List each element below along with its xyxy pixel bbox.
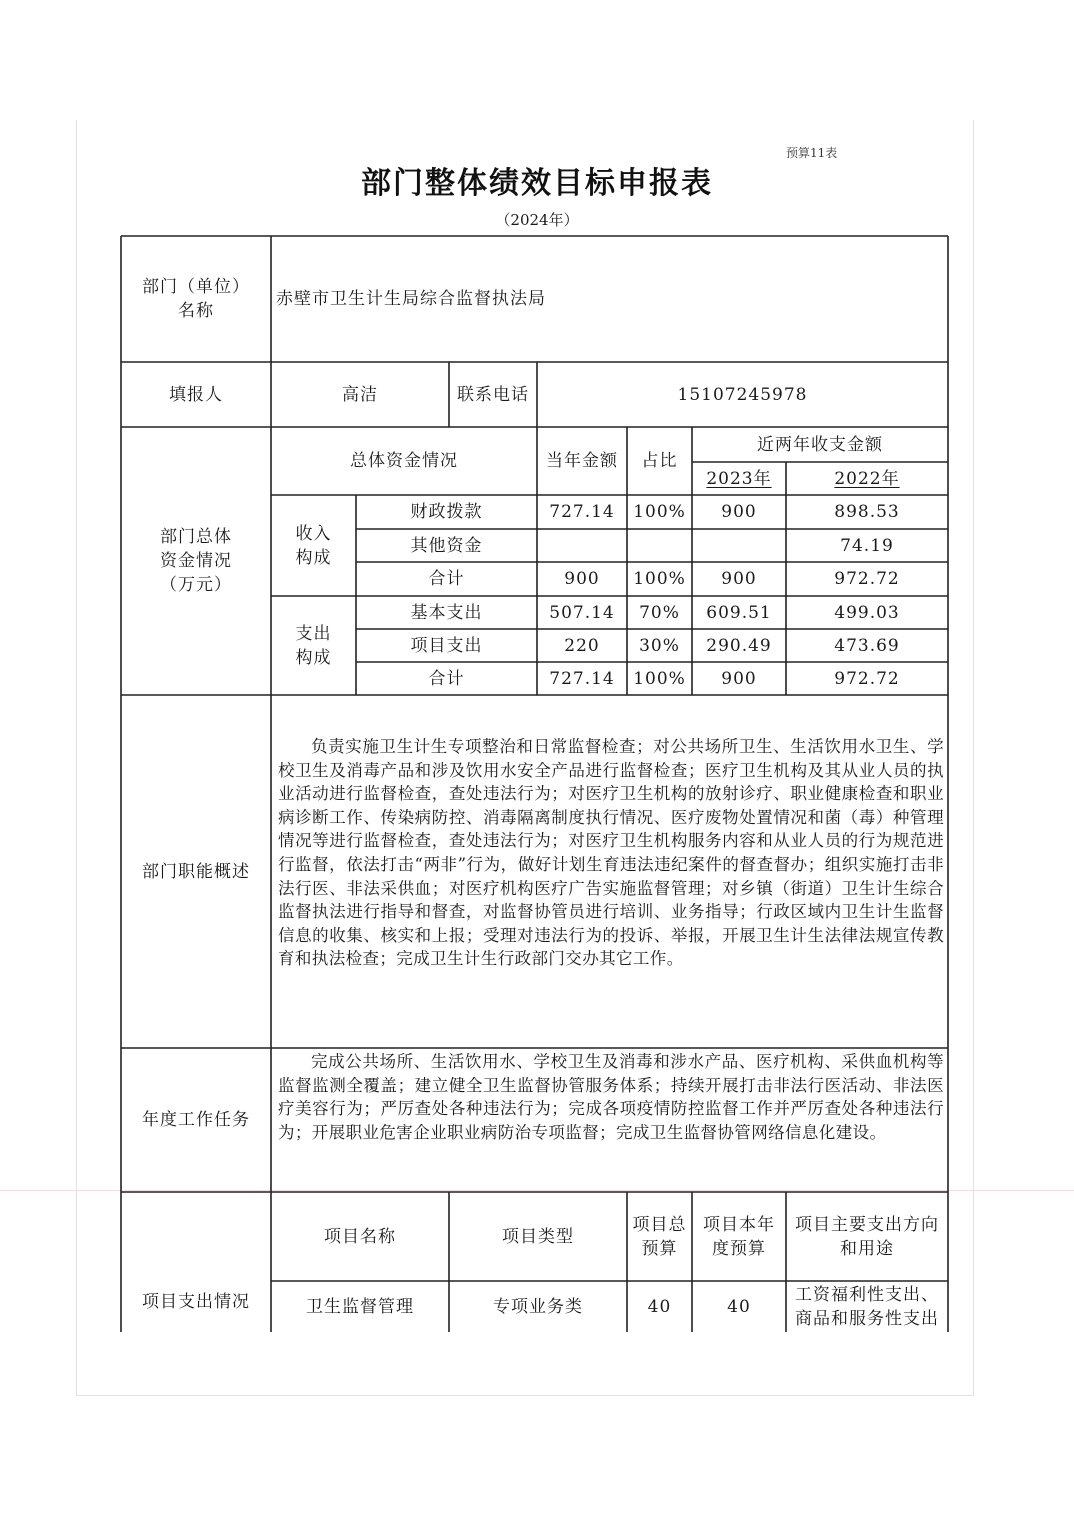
expense-row-2-name: 项目支出 [410,635,483,656]
reporter-name: 高洁 [342,384,378,405]
tasks-text: 完成公共场所、生活饮用水、学校卫生及消毒和涉水产品、医疗机构、采供血机构等监督监测全覆盖；建立健全卫生监督协管服务体系；持续开展打击非法行医活动、非法医疗美容行为；严厉查处各种违法行为；完成各项疫情防控监督工作并严厉查处各种违法行为；开展职业危害企业职业病防治专项监督；完成卫生监督协管网络信息化建设。 [278,1052,944,1142]
funds-label-line1: 部门总体 [160,527,232,547]
expense-row-1-2022: 499.03 [834,602,900,623]
proj-header-type: 项目类型 [502,1226,574,1247]
proj-header-usage [786,1192,948,1281]
dept-label [121,236,271,362]
expense-row-3-current: 727.14 [549,668,615,689]
income-row-1-current: 727.14 [549,502,615,522]
income-row-2-2022: 74.19 [840,535,894,556]
projects-label: 项目支出情况 [142,1292,250,1312]
project-row-1-usage-line2: 商品和服务性支出 [795,1308,939,1329]
expense-row-3-name: 合计 [428,668,465,689]
expense-row-1-name: 基本支出 [410,602,483,623]
header-ratio: 占比 [641,451,678,471]
dept-label-line1: 部门（单位） [142,277,250,297]
functions-text: 负责实施卫生计生专项整治和日常监督检查；对公共场所卫生、生活饮用水卫生、学校卫生及消毒产品和涉及饮用水安全产品进行监督检查；医疗卫生机构及其从业人员的执业活动进行监督检查，查处违法行为；对医疗卫生机构的放射诊疗、职业健康检查和职业病诊断工作、传染病防控、消毒隔离制度执行情况、医疗废物处置情况和菌（毒）种管理情况等进行监督检查，查处违法行为；对医疗卫生机构服务内容和从业人员的行为规范进行监督，依法打击“两非”行为，做好计划生育违法违纪案件的督查督办；组织实施打击非法行医、非法采供血；对医疗机构医疗广告实施监督管理；对乡镇（街道）卫生计生综合监督执法进行指导和督查，对监督协管员进行培训、业务指导；行政区域内卫生计生监督信息的收集、核实和上报；受理对违法行为的投诉、举报，开展卫生计生法律法规宣传教育和执法检查；完成卫生计生行政部门交办其它工作。 [278,737,944,969]
proj-header-usage-line2: 和用途 [840,1238,894,1259]
income-row-3-name: 合计 [428,569,465,589]
income-row-2-2023 [692,529,786,562]
expense-row-1-current: 507.14 [549,602,615,623]
expense-row-2-current: 220 [564,635,600,656]
project-row-1-usage-line1: 工资福利性支出、 [795,1284,939,1305]
header-recent: 近两年收支金额 [757,434,883,455]
expense-row-3-2023: 900 [721,668,757,689]
proj-header-annual-line1: 项目本年 [703,1214,775,1235]
funds-section-label [121,427,271,695]
income-label [271,495,356,596]
expense-row-3-2022: 972.72 [834,668,900,689]
header-2022: 2022年 [834,468,900,489]
project-row-1-total: 40 [647,1296,672,1317]
dept-name-value: 赤壁市卫生计生局综合监督执法局 [276,289,546,309]
income-row-3-2022: 972.72 [834,569,900,589]
header-2023: 2023年 [706,468,772,489]
expense-label [271,596,356,695]
income-row-2-ratio [627,529,692,562]
project-row-1-usage [786,1281,948,1332]
tasks-label: 年度工作任务 [142,1110,250,1130]
income-row-1-2022: 898.53 [834,502,900,522]
income-label-line2: 构成 [295,547,332,568]
expense-row-2-ratio: 30% [639,635,680,656]
reporter-label: 填报人 [169,384,223,405]
proj-header-total-line2: 预算 [641,1238,678,1259]
expense-row-3-ratio: 100% [633,668,686,689]
income-row-1-ratio: 100% [633,502,686,522]
expense-row-1-2023: 609.51 [706,602,772,623]
income-row-3-current: 900 [564,569,600,589]
proj-header-total [627,1192,692,1281]
income-row-2-name: 其他资金 [410,535,483,556]
project-row-1-annual: 40 [727,1296,751,1317]
dept-label-line2: 名称 [178,301,214,321]
functions-label: 部门职能概述 [142,861,250,882]
expense-row-2-2022: 473.69 [834,635,900,656]
report-year: （2024年） [495,211,579,229]
phone-value: 15107245978 [677,384,808,405]
funds-label-line3: （万元） [160,575,232,595]
income-label-line1: 收入 [295,523,332,544]
expense-row-2-2023: 290.49 [706,635,772,656]
project-row-1-name: 卫生监督管理 [306,1296,414,1317]
income-row-3-ratio: 100% [633,569,686,589]
project-row-1-type: 专项业务类 [493,1296,583,1317]
income-row-1-name: 财政拨款 [410,502,483,522]
proj-header-total-line1: 项目总 [632,1214,687,1235]
income-row-1-2023: 900 [721,502,757,522]
expense-row-1-ratio: 70% [639,602,680,623]
income-row-2-current [537,529,627,562]
proj-header-usage-line1: 项目主要支出方向 [795,1214,939,1235]
phone-label: 联系电话 [457,384,529,405]
proj-header-name: 项目名称 [324,1226,396,1247]
funds-label-line2: 资金情况 [160,551,232,571]
form-number: 预算11表 [786,146,838,160]
header-current: 当年金额 [546,451,618,471]
header-overall: 总体资金情况 [350,451,458,471]
expense-label-line1: 支出 [295,623,332,644]
income-row-3-2023: 900 [721,569,757,589]
page-title: 部门整体绩效目标申报表 [361,166,713,201]
proj-header-annual [692,1192,786,1281]
proj-header-annual-line2: 度预算 [712,1238,766,1259]
expense-label-line2: 构成 [295,647,332,668]
